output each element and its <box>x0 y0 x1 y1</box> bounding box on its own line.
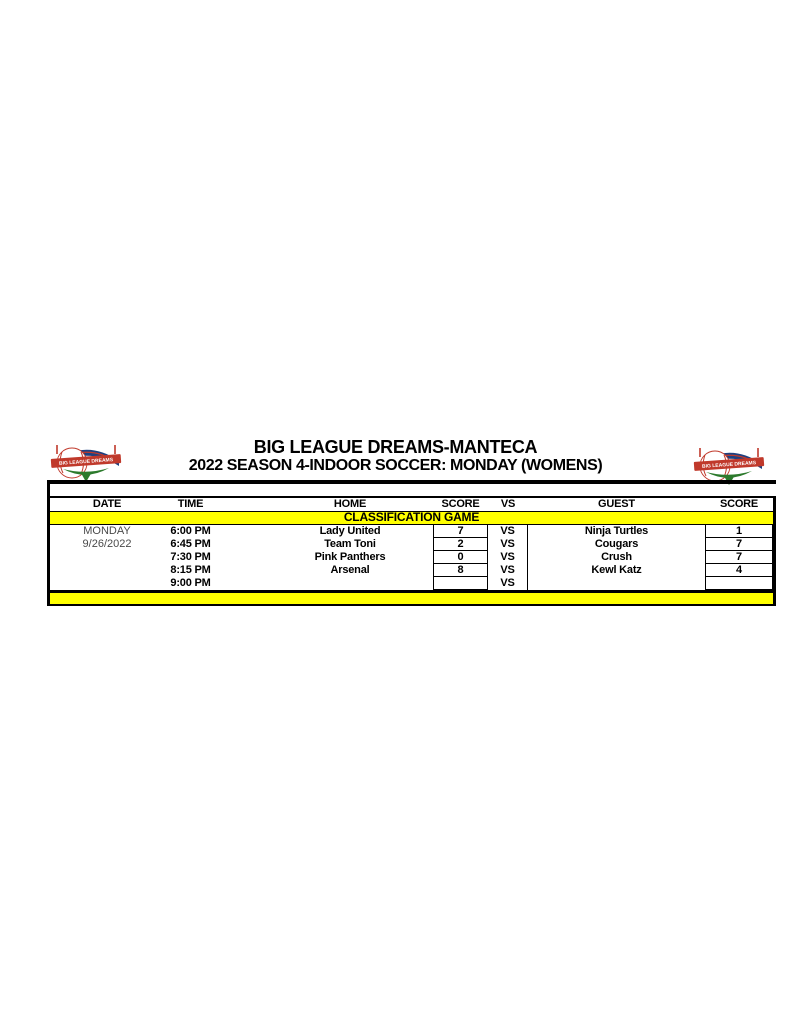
home-team: Pink Panthers <box>314 551 386 563</box>
home-team <box>275 577 425 590</box>
table-left-border <box>47 480 50 606</box>
vs-label: VS <box>488 538 528 551</box>
guest-score-box: 4 <box>705 564 773 577</box>
home-score-box: 8 <box>433 564 488 577</box>
guest-score-box <box>705 577 773 590</box>
vs-label: VS <box>488 525 528 538</box>
column-header-home-score: SCORE <box>441 497 480 510</box>
column-header-date: DATE <box>92 497 122 510</box>
column-header-home: HOME <box>333 497 367 510</box>
table-top-rule <box>47 480 776 484</box>
guest-score-box: 7 <box>705 551 773 564</box>
guest-team: Crush <box>601 551 632 563</box>
home-team: Team Toni <box>324 538 376 550</box>
logo-banner-text: BIG LEAGUE DREAMS <box>701 460 757 470</box>
vs-label: VS <box>488 551 528 564</box>
table-bottom-rule <box>47 604 776 607</box>
game-time: 9:00 PM <box>170 577 211 589</box>
game-time: 6:45 PM <box>170 538 211 550</box>
column-header-guest-score: SCORE <box>719 497 759 510</box>
column-header-vs: VS <box>500 497 516 510</box>
table-row <box>47 525 776 538</box>
guest-team <box>528 577 705 590</box>
column-header-time: TIME <box>177 497 204 510</box>
vs-label: VS <box>488 577 528 590</box>
page-title: BIG LEAGUE DREAMS-MANTECA <box>253 437 538 457</box>
home-score-box: 0 <box>433 551 488 564</box>
logo-banner-text: BIG LEAGUE DREAMS <box>58 457 114 467</box>
schedule-table <box>47 480 776 606</box>
table-row <box>47 538 776 551</box>
guest-team: Ninja Turtles <box>584 525 649 537</box>
guest-score-box: 1 <box>705 525 773 538</box>
vs-label: VS <box>488 564 528 577</box>
table-row <box>47 577 776 590</box>
guest-team: Cougars <box>594 538 639 550</box>
table-row <box>47 551 776 564</box>
table-right-border <box>773 496 776 606</box>
table-body <box>47 525 776 590</box>
date-value: 9/26/2022 <box>82 538 132 550</box>
table-header-row <box>47 498 776 512</box>
game-time: 8:15 PM <box>170 564 211 576</box>
page-subtitle: 2022 SEASON 4-INDOOR SOCCER: MONDAY (WOMENS) <box>188 457 603 474</box>
guest-score-box: 7 <box>705 538 773 551</box>
column-header-guest: GUEST <box>598 497 635 510</box>
home-score-box: 7 <box>433 525 488 538</box>
guest-team: Kewl Katz <box>591 564 642 576</box>
home-score-box <box>433 577 488 590</box>
home-team: Arsenal <box>330 564 370 576</box>
home-score-box: 2 <box>433 538 488 551</box>
footer-highlight-band <box>47 593 776 604</box>
table-row <box>47 564 776 577</box>
game-time: 7:30 PM <box>170 551 211 563</box>
document-header <box>0 438 791 474</box>
date-day: MONDAY <box>83 525 131 537</box>
home-team: Lady United <box>319 525 381 537</box>
game-time: 6:00 PM <box>170 525 211 537</box>
classification-game-banner: CLASSIFICATION GAME <box>47 511 776 525</box>
